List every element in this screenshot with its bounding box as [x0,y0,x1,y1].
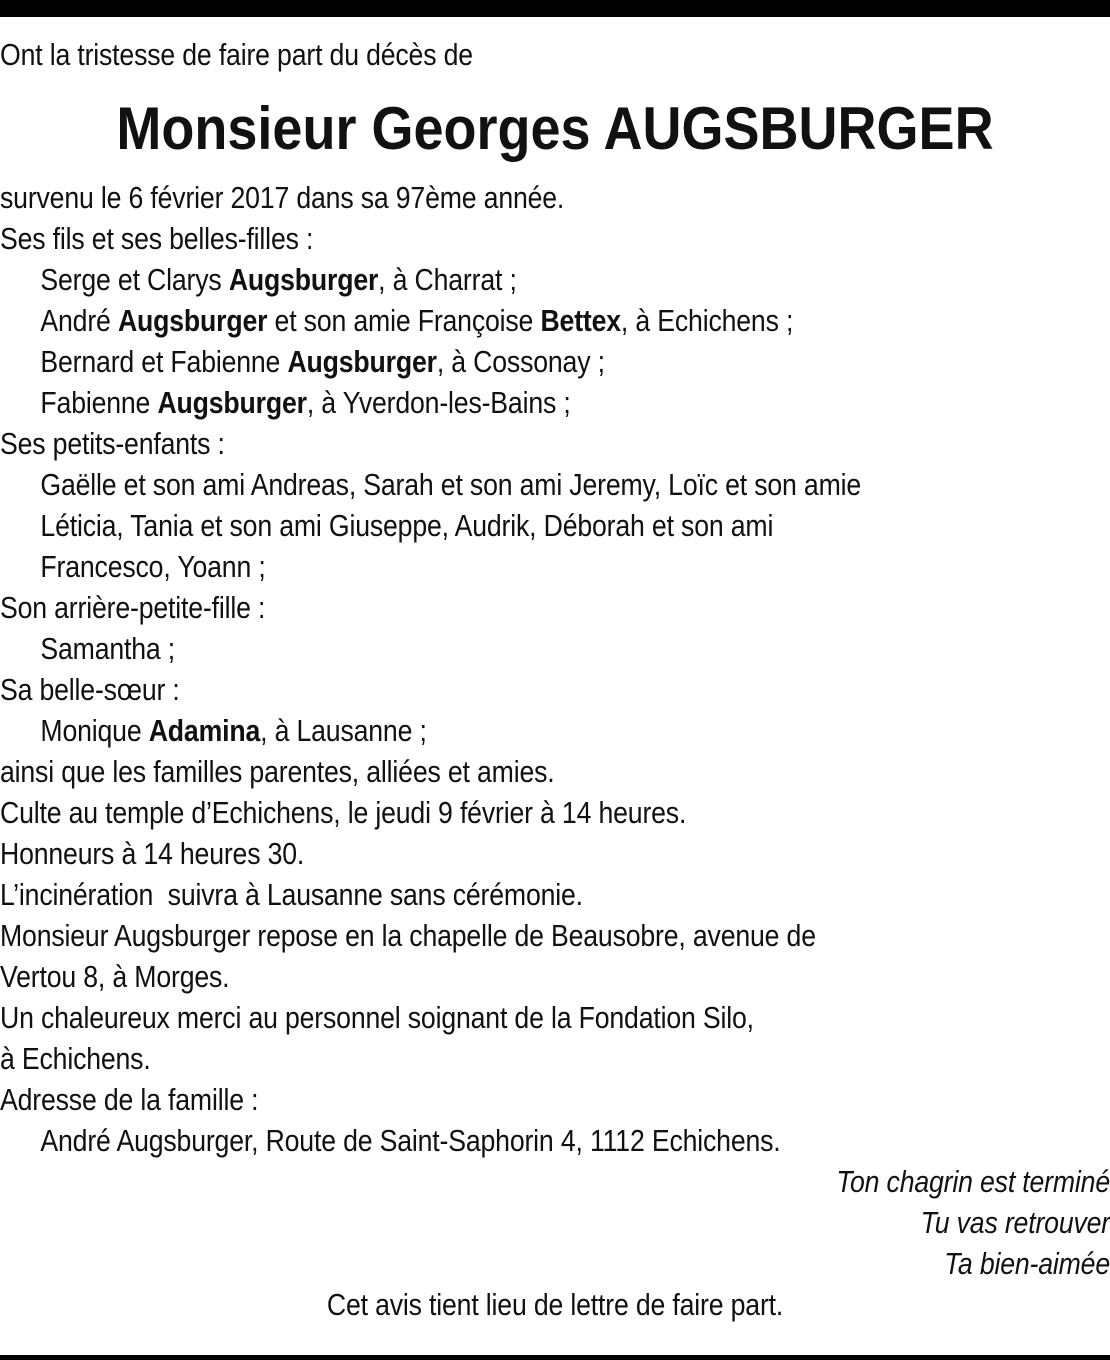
body-line: Un chaleureux merci au personnel soignant de la Fondation Silo, [0,1000,754,1035]
surname: Augsburger [287,344,437,379]
surname: Augsburger [157,385,307,420]
body-line: Vertou 8, à Morges. [0,959,230,994]
family-entry: Monique Adamina, à Lausanne ; [40,713,427,748]
grandchildren-line: Léticia, Tania et son ami Giuseppe, Audrik, Déborah et son ami [40,508,774,543]
body-line: Culte au temple d’Echichens, le jeudi 9 février à 14 heures. [0,795,687,830]
bottom-rule [0,1355,1110,1360]
address-line: André Augsburger, Route de Saint-Saphorin 4, 1112 Echichens. [40,1123,781,1158]
family-entry: André Augsburger et son amie Françoise Bettex, à Echichens ; [40,303,794,338]
grandchildren-line: Gaëlle et son ami Andreas, Sarah et son ami Jeremy, Loïc et son amie [40,467,862,502]
surname: Augsburger [117,303,268,338]
sister-in-law-heading: Sa belle-sœur : [0,672,180,707]
date-line: survenu le 6 février 2017 dans sa 97ème année. [0,180,565,215]
obituary-notice [0,34,1110,1325]
body-line: Monsieur Augsburger repose en la chapelle de Beausobre, avenue de [0,918,816,953]
footer-note: Cet avis tient lieu de lettre de faire part. [326,1287,784,1322]
body-line: ainsi que les familles parentes, alliées et amies. [0,754,555,789]
deceased-name: Monsieur Georges AUGSBURGER [116,95,994,162]
sons-heading: Ses fils et ses belles-filles : [0,221,314,256]
poem-line: Ta bien-aimée [944,1246,1110,1281]
body-line: à Echichens. [0,1041,151,1076]
surname: Bettex [540,303,621,338]
poem-line: Ton chagrin est terminé [836,1164,1110,1199]
family-entry: Serge et Clarys Augsburger, à Charrat ; [40,262,517,297]
great-granddaughter-line: Samantha ; [40,631,176,666]
surname: Augsburger [228,262,379,297]
body-line: Honneurs à 14 heures 30. [0,836,305,871]
family-entry: Bernard et Fabienne Augsburger, à Cossonay ; [40,344,605,379]
body-line: L’incinération suivra à Lausanne sans cérémonie. [0,877,583,912]
address-heading: Adresse de la famille : [0,1082,259,1117]
great-granddaughter-heading: Son arrière-petite-fille : [0,590,266,625]
intro-line: Ont la tristesse de faire part du décès de [0,37,473,72]
poem-line: Tu vas retrouver [920,1205,1110,1240]
surname: Adamina [148,713,261,748]
family-entry: Fabienne Augsburger, à Yverdon-les-Bains ; [40,385,571,420]
grandchildren-line: Francesco, Yoann ; [40,549,266,584]
top-rule [0,0,1110,17]
grandchildren-heading: Ses petits-enfants : [0,426,225,461]
